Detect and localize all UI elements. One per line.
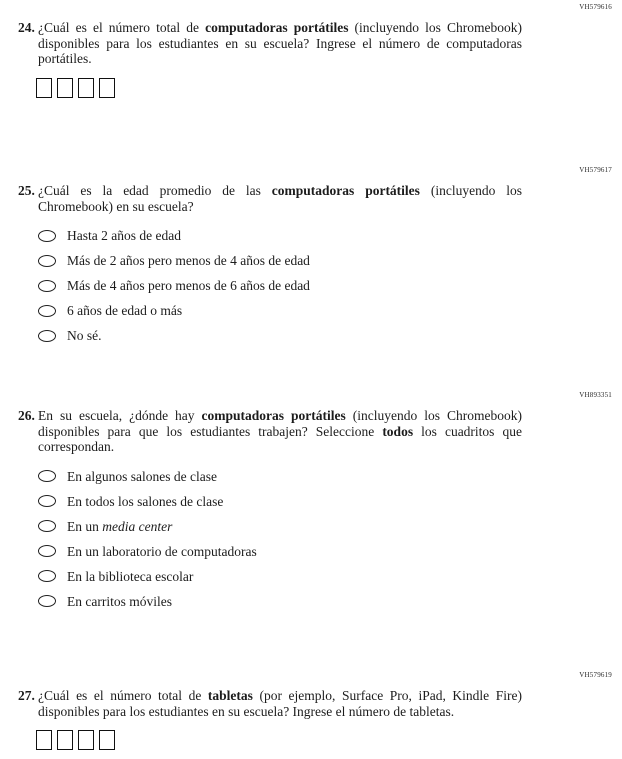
digit-entry-boxes <box>36 78 622 98</box>
question-number: 24. <box>18 20 35 35</box>
question-number: 25. <box>18 183 35 198</box>
answer-option[interactable] <box>38 323 622 348</box>
answer-option[interactable] <box>38 223 622 248</box>
answer-option-label: En algunos salones de clase <box>67 468 217 484</box>
answer-option[interactable] <box>38 589 622 614</box>
digit-box[interactable] <box>57 78 73 98</box>
answer-option-label: En un laboratorio de computadoras <box>67 543 257 559</box>
digit-box[interactable] <box>36 730 52 750</box>
digit-entry-boxes <box>36 730 622 750</box>
question-text: ¿Cuál es la edad promedio de las computadoras portátiles (incluyendo los Chromebook) en su escuela? <box>38 183 522 214</box>
answer-oval-icon[interactable] <box>38 280 56 292</box>
answer-option[interactable] <box>38 464 622 489</box>
question-number: 26. <box>18 408 35 423</box>
answer-option[interactable] <box>38 564 622 589</box>
answer-option[interactable] <box>38 539 622 564</box>
digit-box[interactable] <box>78 730 94 750</box>
digit-box[interactable] <box>57 730 73 750</box>
digit-box[interactable] <box>36 78 52 98</box>
item-code: VH579616 <box>579 3 612 11</box>
digit-box[interactable] <box>78 78 94 98</box>
answer-oval-icon[interactable] <box>38 255 56 267</box>
answer-option-label: Hasta 2 años de edad <box>67 228 181 243</box>
answer-options-list <box>38 464 622 614</box>
answer-option[interactable] <box>38 298 622 323</box>
answer-option-label: Más de 4 años pero menos de 6 años de edad <box>67 278 310 293</box>
answer-option-label: Más de 2 años pero menos de 4 años de edad <box>67 253 310 268</box>
answer-oval-icon[interactable] <box>38 520 56 532</box>
question-26 <box>0 391 622 614</box>
answer-options-list <box>38 223 622 348</box>
question-24 <box>0 3 622 98</box>
answer-option-label: En la biblioteca escolar <box>67 568 194 584</box>
question-25 <box>0 166 622 348</box>
answer-option-label: En carritos móviles <box>67 593 172 609</box>
answer-oval-icon[interactable] <box>38 470 56 482</box>
answer-oval-icon[interactable] <box>38 545 56 557</box>
digit-box[interactable] <box>99 730 115 750</box>
answer-oval-icon[interactable] <box>38 595 56 607</box>
item-code: VH893351 <box>579 391 612 399</box>
answer-oval-icon[interactable] <box>38 230 56 242</box>
answer-option[interactable] <box>38 489 622 514</box>
answer-option-label: 6 años de edad o más <box>67 303 183 318</box>
answer-oval-icon[interactable] <box>38 570 56 582</box>
question-text: En su escuela, ¿dónde hay computadoras portátiles (incluyendo los Chromebook) disponibles para que los estudiantes trabajen? Seleccione todos los cuadritos que correspondan. <box>38 408 522 454</box>
question-27 <box>0 671 622 750</box>
answer-oval-icon[interactable] <box>38 495 56 507</box>
answer-option-label: En todos los salones de clase <box>67 493 224 509</box>
answer-option-label: No sé. <box>67 328 102 343</box>
question-number: 27. <box>18 688 35 703</box>
question-text: ¿Cuál es el número total de tabletas (por ejemplo, Surface Pro, iPad, Kindle Fire) disponibles para los estudiantes en su escuela? Ingrese el número de tabletas. <box>38 688 522 719</box>
answer-oval-icon[interactable] <box>38 330 56 342</box>
answer-option[interactable] <box>38 273 622 298</box>
question-text: ¿Cuál es el número total de computadoras portátiles (incluyendo los Chromebook) disponibles para los estudiantes en su escuela? Ingrese el número de computadoras portátiles. <box>38 20 522 66</box>
item-code: VH579619 <box>579 671 612 679</box>
item-code: VH579617 <box>579 166 612 174</box>
answer-option[interactable] <box>38 248 622 273</box>
digit-box[interactable] <box>99 78 115 98</box>
answer-oval-icon[interactable] <box>38 305 56 317</box>
answer-option-label: En un media center <box>67 518 173 534</box>
answer-option[interactable] <box>38 514 622 539</box>
